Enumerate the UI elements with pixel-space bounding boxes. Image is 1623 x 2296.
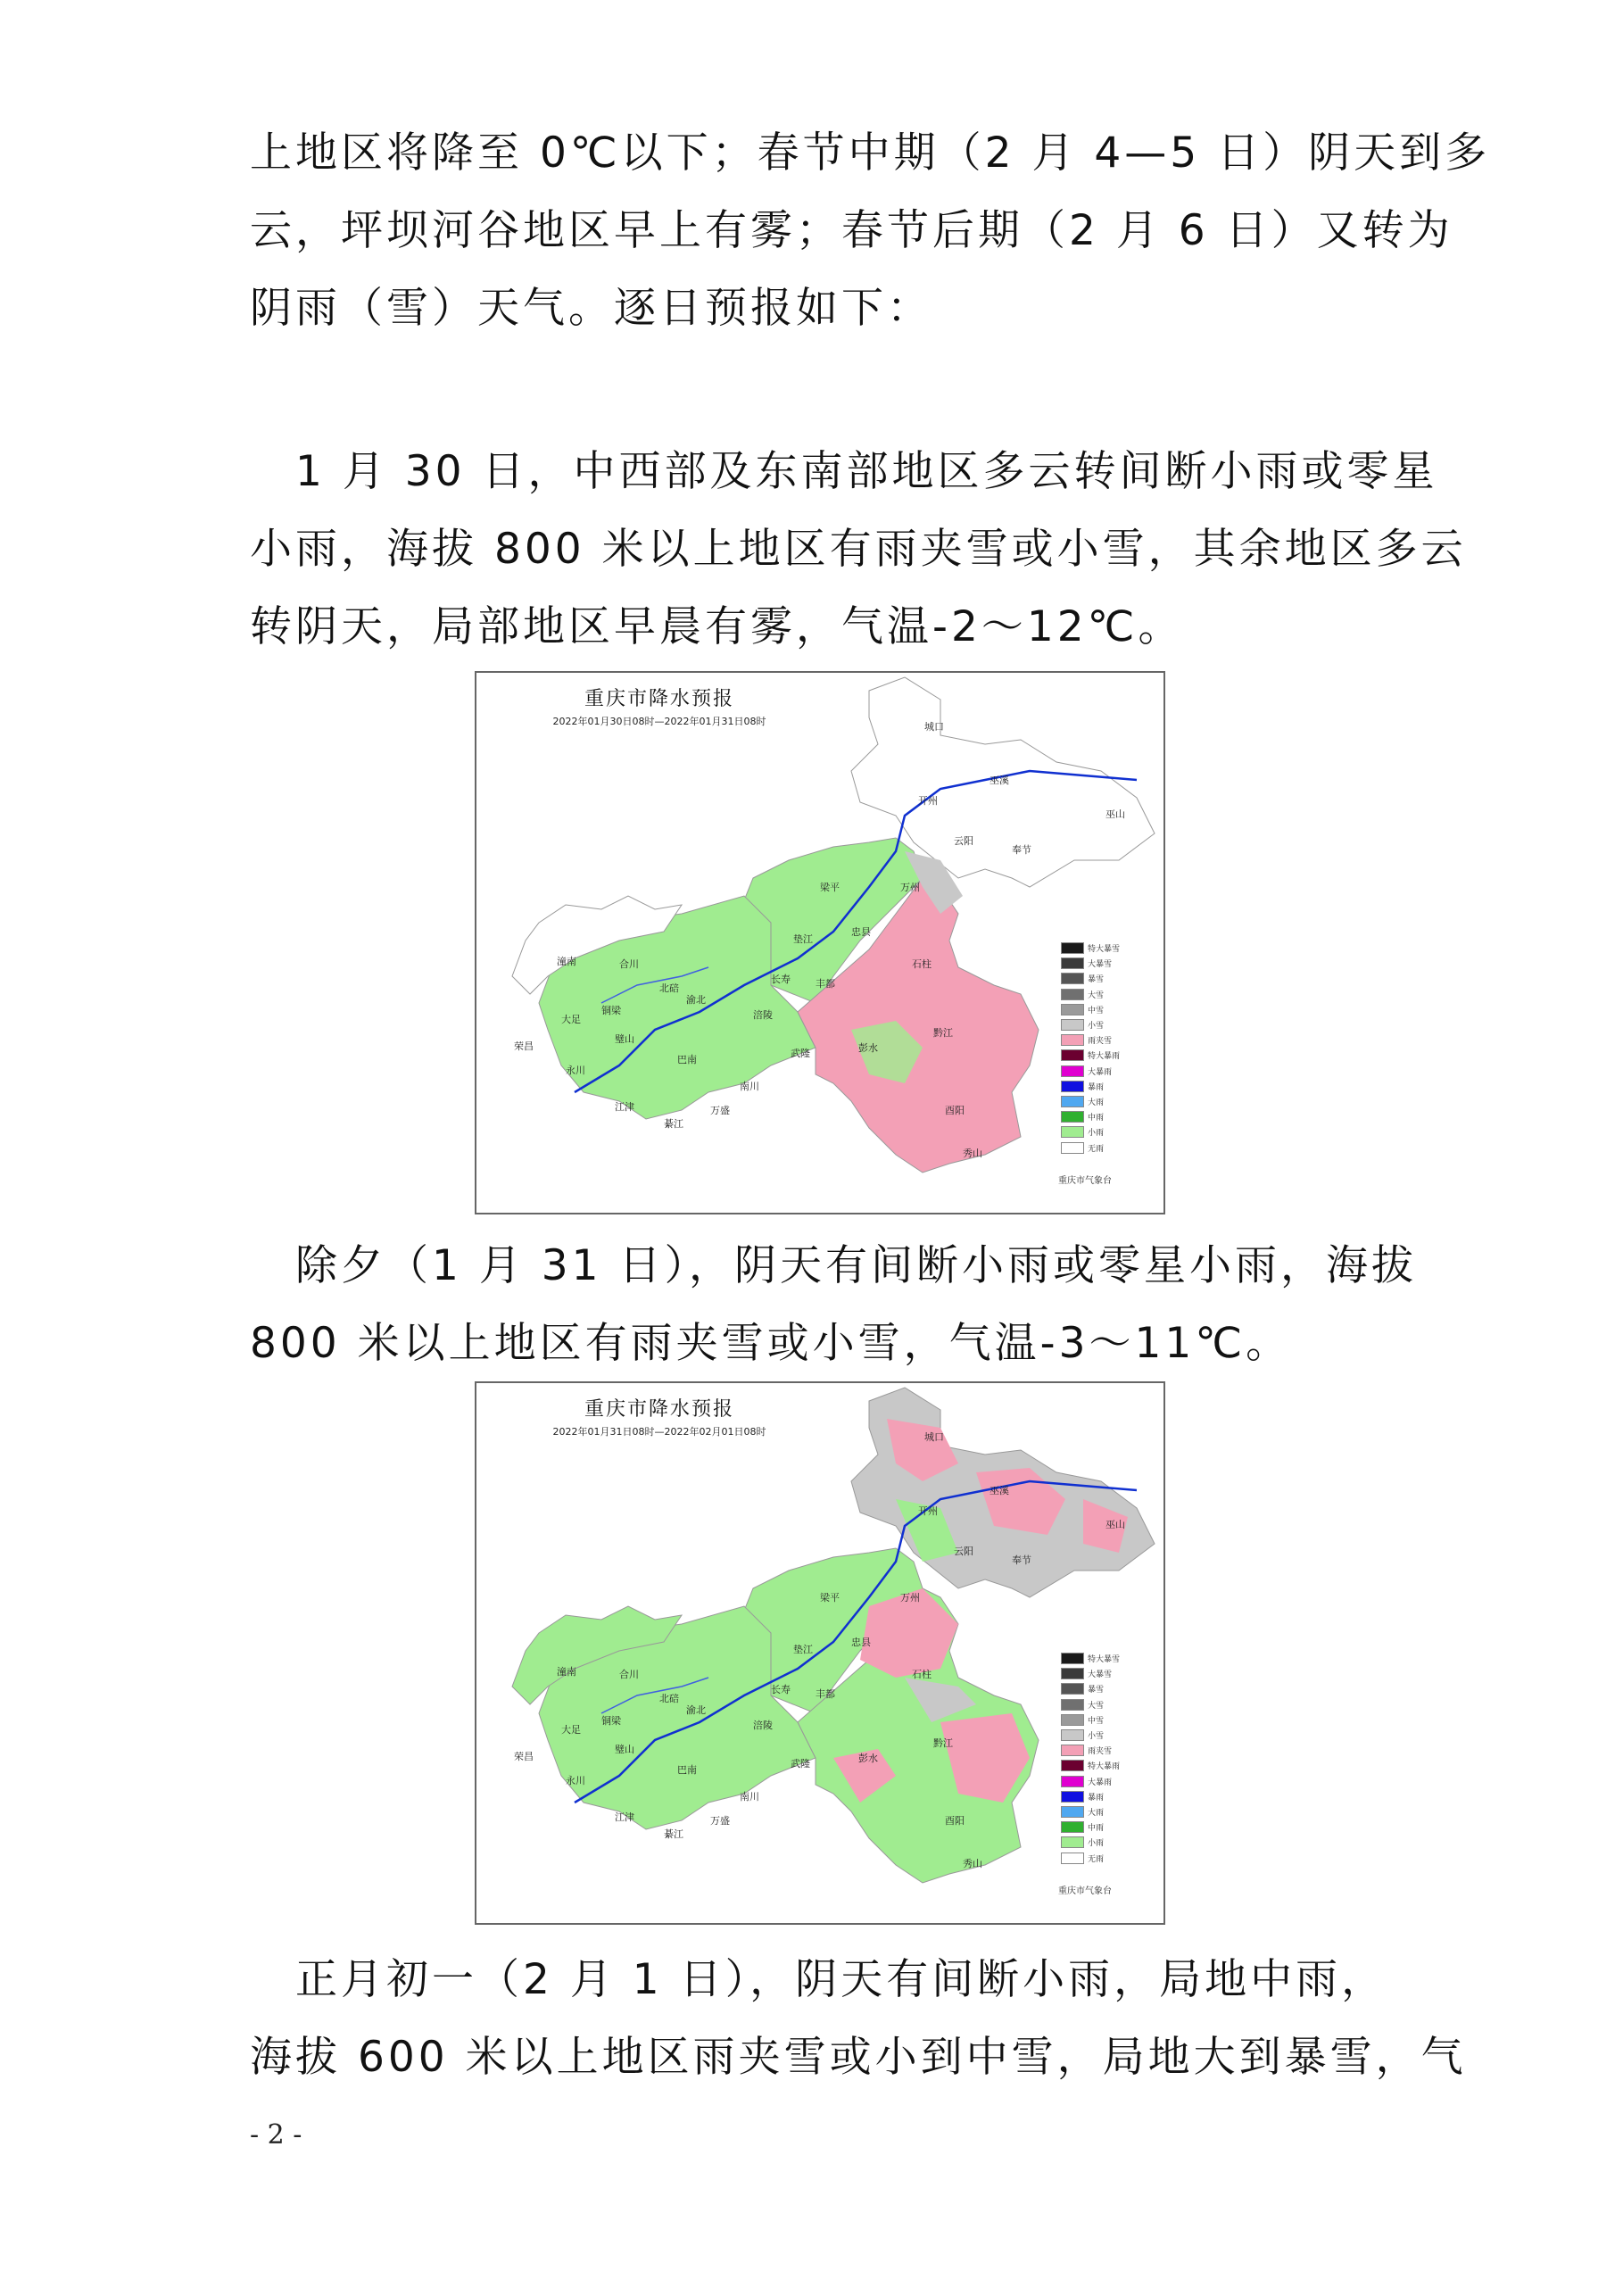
place-label: 北碚: [659, 982, 679, 994]
place-label: 酉阳: [945, 1105, 965, 1116]
place-label: 梁平: [820, 1592, 840, 1604]
legend-label: 小雨: [1088, 1839, 1105, 1849]
legend-label: 小雪: [1088, 1732, 1105, 1742]
legend-label: 大雪: [1088, 991, 1105, 1000]
legend-swatch: [1061, 1821, 1084, 1833]
place-label: 涪陵: [753, 1720, 773, 1731]
legend-label: 无雨: [1088, 1854, 1105, 1864]
place-label: 黔江: [933, 1027, 953, 1039]
place-label: 合川: [619, 958, 639, 970]
legend-swatch: [1061, 957, 1084, 969]
place-label: 丰都: [816, 978, 835, 990]
legend-swatch: [1061, 1806, 1084, 1818]
text-line: 正月初一（2 月 1 日），阴天有间断小雨，局地中雨，: [250, 1955, 1387, 2004]
place-label: 綦江: [664, 1118, 683, 1130]
place-label: 荣昌: [514, 1751, 534, 1762]
place-label: 万盛: [710, 1105, 730, 1116]
legend-label: 特大暴雨: [1088, 1762, 1121, 1772]
legend-label: 大暴雨: [1088, 1067, 1113, 1077]
legend-swatch: [1061, 1791, 1084, 1803]
place-label: 渝北: [686, 994, 706, 1006]
legend-item: [1061, 1666, 1150, 1681]
legend-item: [1061, 1002, 1150, 1017]
legend-label: 暴雨: [1088, 1793, 1105, 1803]
legend-swatch: [1061, 1683, 1084, 1695]
place-label: 渝北: [686, 1704, 706, 1716]
legend-swatch: [1061, 1714, 1084, 1726]
place-label: 巫溪: [990, 1485, 1009, 1496]
place-label: 綦江: [664, 1828, 683, 1840]
text-line: 除夕（1 月 31 日），阴天有间断小雨或零星小雨，海拔: [250, 1241, 1418, 1290]
legend-label: 大暴雨: [1088, 1778, 1113, 1787]
place-label: 巴南: [677, 1054, 697, 1065]
place-label: 城口: [924, 1431, 944, 1443]
legend-label: 中雨: [1088, 1114, 1105, 1123]
legend-item: [1061, 1758, 1150, 1773]
precipitation-map-jan31: [475, 1381, 1165, 1925]
place-label: 大足: [561, 1724, 581, 1736]
legend-swatch: [1061, 1034, 1084, 1046]
place-label: 忠县: [851, 926, 871, 938]
place-label: 石柱: [912, 958, 932, 970]
place-label: 奉节: [1012, 1554, 1031, 1566]
place-label: 长寿: [771, 974, 791, 985]
legend-item: [1061, 1728, 1150, 1743]
legend-item: [1061, 1835, 1150, 1850]
place-label: 铜梁: [601, 1715, 621, 1727]
place-label: 垫江: [793, 1644, 813, 1655]
place-label: 忠县: [851, 1637, 871, 1648]
place-label: 合川: [619, 1669, 639, 1680]
place-label: 酉阳: [945, 1815, 965, 1827]
place-label: 江津: [615, 1101, 634, 1113]
place-label: 巫山: [1105, 1519, 1125, 1530]
place-label: 云阳: [954, 835, 973, 847]
legend-swatch: [1061, 1668, 1084, 1679]
legend-label: 中雪: [1088, 1006, 1105, 1015]
place-label: 黔江: [933, 1737, 953, 1749]
legend-label: 大雨: [1088, 1808, 1105, 1818]
legend-swatch: [1061, 1126, 1084, 1138]
place-label: 开州: [918, 795, 938, 807]
place-label: 梁平: [820, 882, 840, 893]
place-label: 奉节: [1012, 844, 1031, 856]
legend-label: 特大暴雪: [1088, 1655, 1121, 1665]
legend-swatch: [1061, 1096, 1084, 1107]
legend-swatch: [1061, 1729, 1084, 1741]
legend-label: 暴雪: [1088, 1686, 1105, 1695]
legend-label: 中雪: [1088, 1716, 1105, 1726]
place-label: 铜梁: [601, 1005, 621, 1016]
text-line: 转阴天，局部地区早晨有雾，气温-2～12℃。: [250, 602, 1184, 651]
map-legend: [1061, 941, 1150, 1156]
legend-item: [1061, 941, 1150, 956]
legend-item: [1061, 1804, 1150, 1819]
place-label: 北碚: [659, 1693, 679, 1704]
legend-item: [1061, 1094, 1150, 1109]
legend-swatch: [1061, 1049, 1084, 1061]
legend-item: [1061, 1064, 1150, 1079]
paragraph-jan31: [250, 1227, 1418, 1382]
legend-swatch: [1061, 1019, 1084, 1031]
legend-label: 无雨: [1088, 1144, 1105, 1154]
place-label: 璧山: [615, 1033, 634, 1045]
place-label: 城口: [924, 721, 944, 733]
legend-item: [1061, 1697, 1150, 1712]
place-label: 长寿: [771, 1684, 791, 1695]
place-label: 巫山: [1105, 808, 1125, 820]
place-label: 丰都: [816, 1688, 835, 1700]
legend-item: [1061, 1819, 1150, 1835]
legend-item: [1061, 1109, 1150, 1124]
legend-label: 小雨: [1088, 1129, 1105, 1139]
map-subtitle: 2022年01月30日08时—2022年01月31日08时: [552, 716, 766, 727]
place-label: 江津: [615, 1811, 634, 1823]
text-line: 海拔 600 米以上地区雨夹雪或小到中雪，局地大到暴雪，气: [250, 2033, 1467, 2082]
paragraph-jan30: [250, 433, 1467, 666]
place-label: 武隆: [791, 1048, 810, 1059]
legend-item: [1061, 1140, 1150, 1155]
page-number: - 2 -: [250, 2119, 302, 2151]
legend-label: 小雪: [1088, 1022, 1105, 1032]
legend-item: [1061, 1124, 1150, 1140]
legend-item: [1061, 1651, 1150, 1666]
paragraph-intro: [250, 114, 1491, 347]
legend-swatch: [1061, 1853, 1084, 1864]
place-label: 武隆: [791, 1758, 810, 1770]
legend-swatch: [1061, 1699, 1084, 1711]
map-subtitle: 2022年01月31日08时—2022年02月01日08时: [552, 1426, 766, 1438]
legend-item: [1061, 1017, 1150, 1032]
precipitation-map-jan30: [475, 671, 1165, 1214]
legend-swatch: [1061, 1004, 1084, 1015]
legend-item: [1061, 1743, 1150, 1758]
legend-label: 中雨: [1088, 1824, 1105, 1834]
text-line: 云，坪坝河谷地区早上有雾；春节后期（2 月 6 日）又转为: [250, 206, 1453, 255]
place-label: 南川: [740, 1081, 759, 1092]
place-label: 璧山: [615, 1744, 634, 1755]
legend-label: 暴雨: [1088, 1082, 1105, 1092]
legend-item: [1061, 1032, 1150, 1048]
legend-label: 雨夹雪: [1088, 1747, 1113, 1757]
legend-item: [1061, 1712, 1150, 1728]
text-line: 小雨，海拔 800 米以上地区有雨夹雪或小雪，其余地区多云: [250, 525, 1467, 574]
paragraph-feb1: [250, 1941, 1467, 2096]
map-credit: 重庆市气象台: [1058, 1176, 1112, 1186]
place-label: 秀山: [963, 1148, 982, 1159]
text-line: 上地区将降至 0℃以下；春节中期（2 月 4—5 日）阴天到多: [250, 128, 1491, 178]
legend-label: 特大暴雪: [1088, 945, 1121, 955]
legend-label: 特大暴雨: [1088, 1052, 1121, 1062]
legend-swatch: [1061, 1081, 1084, 1092]
place-label: 涪陵: [753, 1009, 773, 1021]
map-title: 重庆市降水预报: [584, 688, 734, 710]
map-title: 重庆市降水预报: [584, 1398, 734, 1421]
legend-item: [1061, 1048, 1150, 1063]
legend-swatch: [1061, 942, 1084, 954]
place-label: 大足: [561, 1014, 581, 1025]
text-line: 800 米以上地区有雨夹雪或小雪，气温-3～11℃。: [250, 1319, 1292, 1368]
place-label: 巴南: [677, 1764, 697, 1776]
legend-swatch: [1061, 989, 1084, 1000]
text-line: 1 月 30 日，中西部及东南部地区多云转间断小雨或零星: [250, 447, 1438, 496]
legend-swatch: [1061, 1745, 1084, 1756]
place-label: 开州: [918, 1505, 938, 1517]
place-label: 万盛: [710, 1815, 730, 1827]
legend-swatch: [1061, 1653, 1084, 1664]
place-label: 垫江: [793, 933, 813, 945]
place-label: 彭水: [858, 1753, 878, 1764]
legend-label: 大暴雪: [1088, 960, 1113, 970]
text-line: 阴雨（雪）天气。逐日预报如下：: [250, 284, 932, 333]
legend-item: [1061, 1789, 1150, 1804]
legend-swatch: [1061, 1142, 1084, 1154]
place-label: 巫溪: [990, 775, 1009, 786]
legend-item: [1061, 971, 1150, 986]
place-label: 永川: [566, 1065, 585, 1076]
place-label: 万州: [900, 1592, 920, 1604]
legend-item: [1061, 1681, 1150, 1696]
legend-label: 暴雪: [1088, 975, 1105, 985]
map-legend: [1061, 1651, 1150, 1866]
place-label: 潼南: [557, 1666, 576, 1678]
place-label: 南川: [740, 1791, 759, 1803]
place-label: 石柱: [912, 1669, 932, 1680]
legend-swatch: [1061, 1760, 1084, 1771]
legend-swatch: [1061, 1065, 1084, 1077]
legend-label: 大雪: [1088, 1701, 1105, 1711]
legend-swatch: [1061, 1776, 1084, 1787]
map-credit: 重庆市气象台: [1058, 1886, 1112, 1896]
legend-label: 雨夹雪: [1088, 1037, 1113, 1047]
legend-item: [1061, 987, 1150, 1002]
legend-item: [1061, 1774, 1150, 1789]
place-label: 万州: [900, 882, 920, 893]
legend-label: 大雨: [1088, 1098, 1105, 1107]
place-label: 潼南: [557, 956, 576, 967]
place-label: 秀山: [963, 1858, 982, 1869]
legend-label: 大暴雪: [1088, 1670, 1113, 1680]
place-label: 荣昌: [514, 1040, 534, 1052]
place-label: 云阳: [954, 1546, 973, 1557]
legend-item: [1061, 956, 1150, 971]
place-label: 彭水: [858, 1042, 878, 1054]
legend-item: [1061, 1850, 1150, 1865]
legend-swatch: [1061, 1111, 1084, 1123]
legend-swatch: [1061, 973, 1084, 984]
legend-item: [1061, 1079, 1150, 1094]
place-label: 永川: [566, 1775, 585, 1786]
legend-swatch: [1061, 1836, 1084, 1848]
